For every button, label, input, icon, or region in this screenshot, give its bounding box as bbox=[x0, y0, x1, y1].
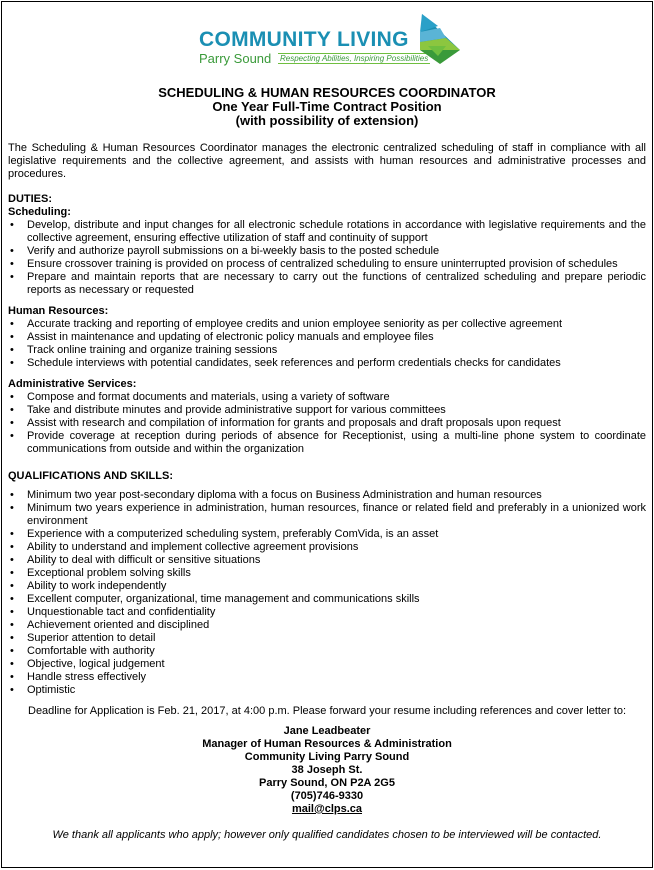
job-contract-type: One Year Full-Time Contract Position bbox=[212, 99, 442, 114]
list-item: • Exceptional problem solving skills bbox=[8, 567, 646, 580]
list-item: • Ability to deal with difficult or sensitive situations bbox=[8, 554, 646, 567]
list-item: • Handle stress effectively bbox=[8, 671, 646, 684]
list-item: • Excellent computer, organizational, time management and communications skills bbox=[8, 593, 646, 606]
list-item: • Ability to work independently bbox=[8, 580, 646, 593]
list-item: • Provide coverage at reception during periods of absence for Receptionist, using a multi-line phone system to coordinate communications from outside and within the organization bbox=[8, 430, 646, 456]
section-scheduling bbox=[8, 206, 646, 297]
contact-phone: (705)746-9330 bbox=[290, 790, 364, 802]
logo-subname: Parry Sound bbox=[199, 51, 272, 66]
list-item: • Experience with a computerized scheduling system, preferably ComVida, is an asset bbox=[8, 528, 646, 541]
list-item: • Prepare and maintain reports that are necessary to carry out the functions of centralized scheduling and prepare periodic reports as necessary or requested bbox=[8, 271, 646, 297]
list-item: • Verify and authorize payroll submissions on a bi-weekly basis to the posted schedule bbox=[8, 245, 646, 258]
list-item: • Ensure crossover training is provided on process of centralized scheduling to ensure uninterrupted provision of schedules bbox=[8, 258, 646, 271]
section-heading: Administrative Services: bbox=[8, 378, 137, 390]
thank-you-note: We thank all applicants who apply; however only qualified candidates chosen to be interviewed will be contacted. bbox=[52, 829, 602, 841]
contact-email-link[interactable]: mail@clps.ca bbox=[291, 803, 363, 815]
list-item: • Track online training and organize training sessions bbox=[8, 344, 646, 357]
contact-city: Parry Sound, ON P2A 2G5 bbox=[259, 777, 395, 789]
section-heading: Human Resources: bbox=[8, 305, 109, 317]
section-administrative-services bbox=[8, 378, 646, 456]
list-item: • Assist in maintenance and updating of electronic policy manuals and employee files bbox=[8, 331, 646, 344]
list-item: • Develop, distribute and input changes for all electronic schedule rotations in accordance with legislative requirements and the collective agreement, ensuring effective utilization of staff and continuity of support bbox=[8, 219, 646, 245]
list-item: • Assist with research and compilation of information for grants and proposals and draft proposals upon request bbox=[8, 417, 646, 430]
posting-content bbox=[2, 142, 652, 842]
list-item: • Objective, logical judgement bbox=[8, 658, 646, 671]
application-deadline: Deadline for Application is Feb. 21, 2017, at 4:00 p.m. Please forward your resume including references and cover letter to: bbox=[28, 705, 626, 717]
duties-list bbox=[8, 318, 646, 370]
intro-paragraph: The Scheduling & Human Resources Coordinator manages the electronic centralized scheduling of staff in compliance with all legislative requirements and the collective agreement, and assists with human resources and administrative processes and procedures. bbox=[8, 142, 646, 180]
job-title-block bbox=[2, 86, 652, 128]
logo-mark-icon bbox=[416, 12, 462, 70]
list-item: • Take and distribute minutes and provide administrative support for various committees bbox=[8, 404, 646, 417]
list-item: • Accurate tracking and reporting of employee credits and union employee seniority as per collective agreement bbox=[8, 318, 646, 331]
qualifications-list bbox=[8, 489, 646, 697]
list-item: • Minimum two year post-secondary diploma with a focus on Business Administration and human resources bbox=[8, 489, 646, 502]
duties-list bbox=[8, 219, 646, 297]
logo-tagline: Respecting Abilities, Inspiring Possibilities bbox=[280, 54, 429, 63]
contact-street: 38 Joseph St. bbox=[291, 764, 363, 776]
job-title: SCHEDULING & HUMAN RESOURCES COORDINATOR bbox=[158, 85, 496, 100]
list-item: • Achievement oriented and disciplined bbox=[8, 619, 646, 632]
contact-position: Manager of Human Resources & Administration bbox=[202, 738, 452, 750]
list-item: • Optimistic bbox=[8, 684, 646, 697]
list-item: • Minimum two years experience in administration, human resources, finance or related field and preferably in a unionized work environment bbox=[8, 502, 646, 528]
section-heading: Scheduling: bbox=[8, 206, 71, 218]
qualifications-heading: QUALIFICATIONS AND SKILLS: bbox=[8, 470, 173, 482]
job-extension-note: (with possibility of extension) bbox=[235, 113, 419, 128]
list-item: • Unquestionable tact and confidentiality bbox=[8, 606, 646, 619]
logo-name: COMMUNITY LIVING bbox=[199, 28, 409, 51]
contact-block bbox=[8, 725, 646, 816]
list-item: • Ability to understand and implement collective agreement provisions bbox=[8, 541, 646, 554]
duties-list bbox=[8, 391, 646, 456]
contact-organization: Community Living Parry Sound bbox=[244, 751, 410, 763]
list-item: • Comfortable with authority bbox=[8, 645, 646, 658]
list-item: • Schedule interviews with potential candidates, seek references and perform credentials checks for candidates bbox=[8, 357, 646, 370]
job-posting-page bbox=[1, 1, 653, 868]
section-human-resources bbox=[8, 305, 646, 370]
contact-name: Jane Leadbeater bbox=[283, 725, 371, 737]
logo bbox=[2, 2, 652, 76]
duties-heading: DUTIES: bbox=[8, 193, 52, 205]
list-item: • Compose and format documents and materials, using a variety of software bbox=[8, 391, 646, 404]
list-item: • Superior attention to detail bbox=[8, 632, 646, 645]
